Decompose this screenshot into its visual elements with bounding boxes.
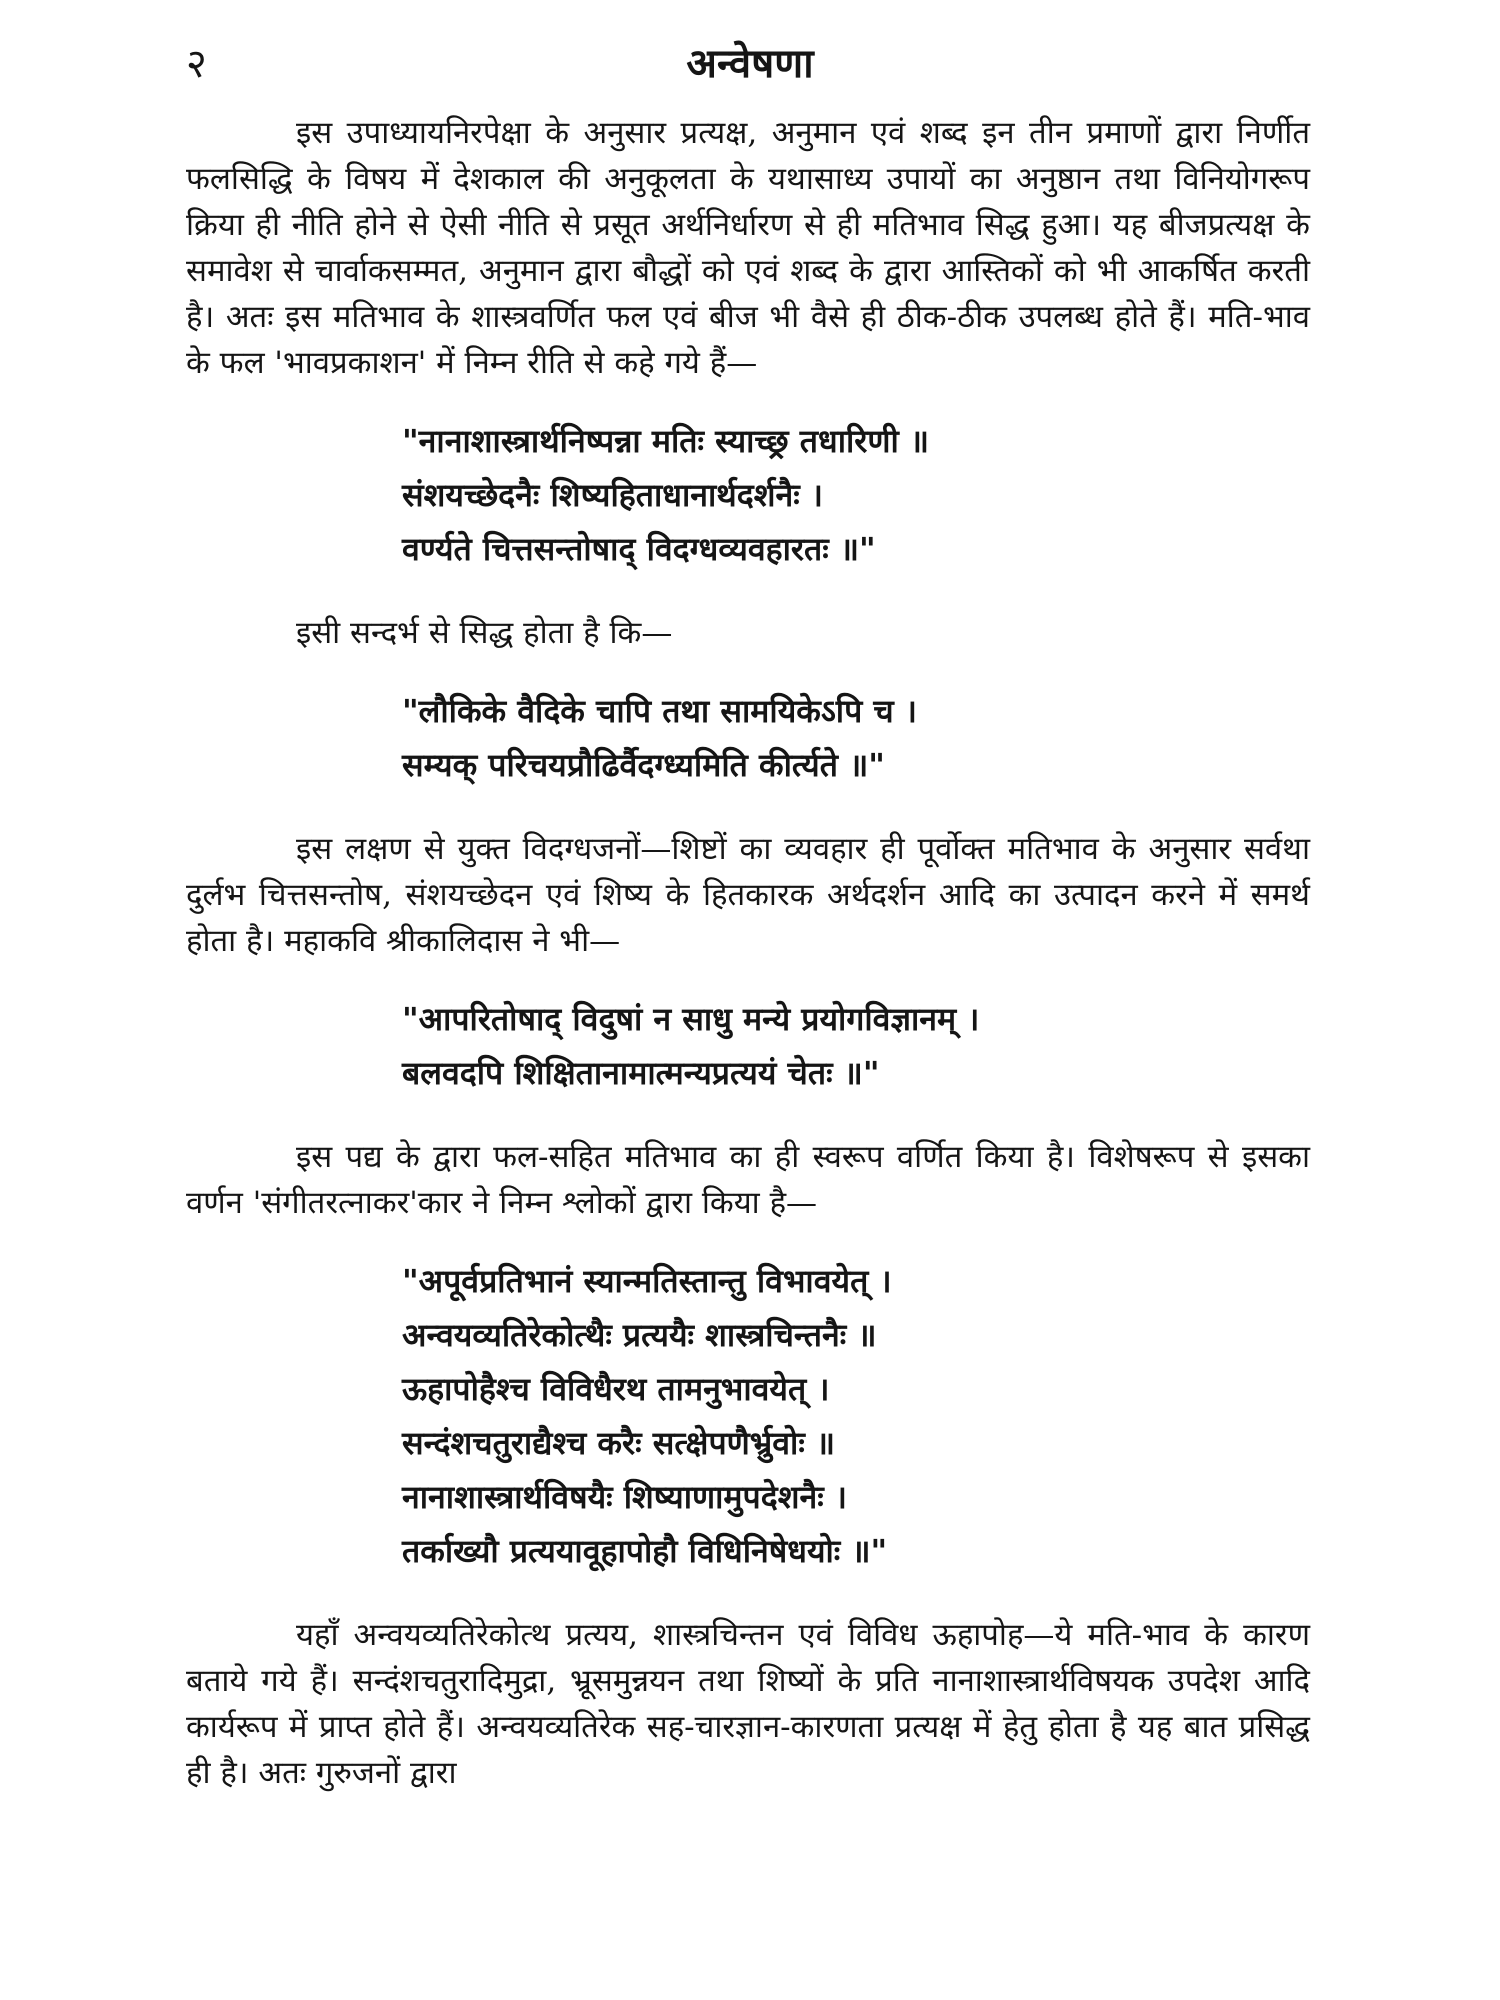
verse-line: "लौकिके वैदिके चापि तथा सामयिकेऽपि च । [402, 692, 917, 730]
paragraph: यहाँ अन्वयव्यतिरेकोत्थ प्रत्यय, शास्त्रचिन्तन एवं विविध ऊहापोह—ये मति-भाव के कारण बताये गये हैं। सन्दंशचतुरादिमुद्रा, भ्रूसमुन्नयन तथा शिष्यों के प्रति नानाशास्त्रार्थविषयक उपदेश आदि कार्यरूप में प्राप्त होते हैं। अन्वयव्यतिरेक सह-चारज्ञान-कारणता प्रत्यक्ष में हेतु होता है यह बात प्रसिद्ध ही है। अतः गुरुजनों द्वारा [186, 1617, 1310, 1791]
paragraph: इस पद्य के द्वारा फल-सहित मतिभाव का ही स्वरूप वर्णित किया है। विशेषरूप से इसका वर्णन 'संगीतरत्नाकर'कार ने निम्न श्लोकों द्वारा किया है— [186, 1139, 1310, 1221]
verse-line: वर्ण्यते चित्तसन्तोषाद् विदग्धव्यवहारतः ॥" [402, 530, 876, 568]
verse-block [402, 992, 1310, 1100]
verse-block [402, 684, 1310, 792]
verse-line: संशयच्छेदनैः शिष्यहिताधानार्थदर्शनैः । [402, 476, 824, 514]
running-title: अन्वेषणा [686, 40, 814, 87]
paragraph: इस लक्षण से युक्त विदग्धजनों—शिष्टों का व्यवहार ही पूर्वोक्त मतिभाव के अनुसार सर्वथा दुर्लभ चित्तसन्तोष, संशयच्छेदन एवं शिष्य के हितकारक अर्थदर्शन आदि का उत्पादन करने में समर्थ होता है। महाकवि श्रीकालिदास ने भी— [186, 831, 1310, 959]
paragraph: इसी सन्दर्भ से सिद्ध होता है कि— [296, 615, 673, 651]
verse-line: सन्दंशचतुराद्यैश्च करैः सत्क्षेपणैर्भ्रुवोः ॥ [402, 1424, 836, 1462]
verse-line: नानाशास्त्रार्थविषयैः शिष्याणामुपदेशनैः । [402, 1478, 847, 1516]
verse-line: "अपूर्वप्रतिभानं स्यान्मतिस्तान्तु विभावयेत् । [402, 1262, 892, 1300]
verse-line: तर्काख्यौ प्रत्ययावूहापोहौ विधिनिषेधयोः ॥" [402, 1532, 888, 1570]
verse-block [402, 1254, 1310, 1578]
verse-line: बलवदपि शिक्षितानामात्मन्यप्रत्ययं चेतः ॥" [402, 1054, 880, 1092]
verse-line: ऊहापोहैश्च विविधैरथ तामनुभावयेत् । [402, 1370, 830, 1408]
page-number: २ [186, 41, 207, 87]
body-text [186, 110, 1310, 1796]
paragraph: इस उपाध्यायनिरपेक्षा के अनुसार प्रत्यक्ष, अनुमान एवं शब्द इन तीन प्रमाणों द्वारा निर्णीत फलसिद्धि के विषय में देशकाल की अनुकूलता के यथासाध्य उपायों का अनुष्ठान तथा विनियोगरूप क्रिया ही नीति होने से ऐसी नीति से प्रसूत अर्थनिर्धारण से ही मतिभाव सिद्ध हुआ। यह बीजप्रत्यक्ष के समावेश से चार्वाकसम्मत, अनुमान द्वारा बौद्धों को एवं शब्द के द्वारा आस्तिकों को भी आकर्षित करती है। अतः इस मतिभाव के शास्त्रवर्णित फल एवं बीज भी वैसे ही ठीक-ठीक उपलब्ध होते हैं। मति-भाव के फल 'भावप्रकाशन' में निम्न रीति से कहे गये हैं— [186, 115, 1310, 381]
verse-line: "नानाशास्त्रार्थनिष्पन्ना मतिः स्याच्छ्र तधारिणी ॥ [402, 422, 930, 460]
verse-block [402, 414, 1310, 576]
verse-line: "आपरितोषाद् विदुषां न साधु मन्ये प्रयोगविज्ञानम् । [402, 1000, 980, 1038]
verse-line: सम्यक् परिचयप्रौढिर्वैदग्ध्यमिति कीर्त्यते ॥" [402, 746, 885, 784]
verse-line: अन्वयव्यतिरेकोत्थैः प्रत्ययैः शास्त्रचिन्तनैः ॥ [402, 1316, 877, 1354]
